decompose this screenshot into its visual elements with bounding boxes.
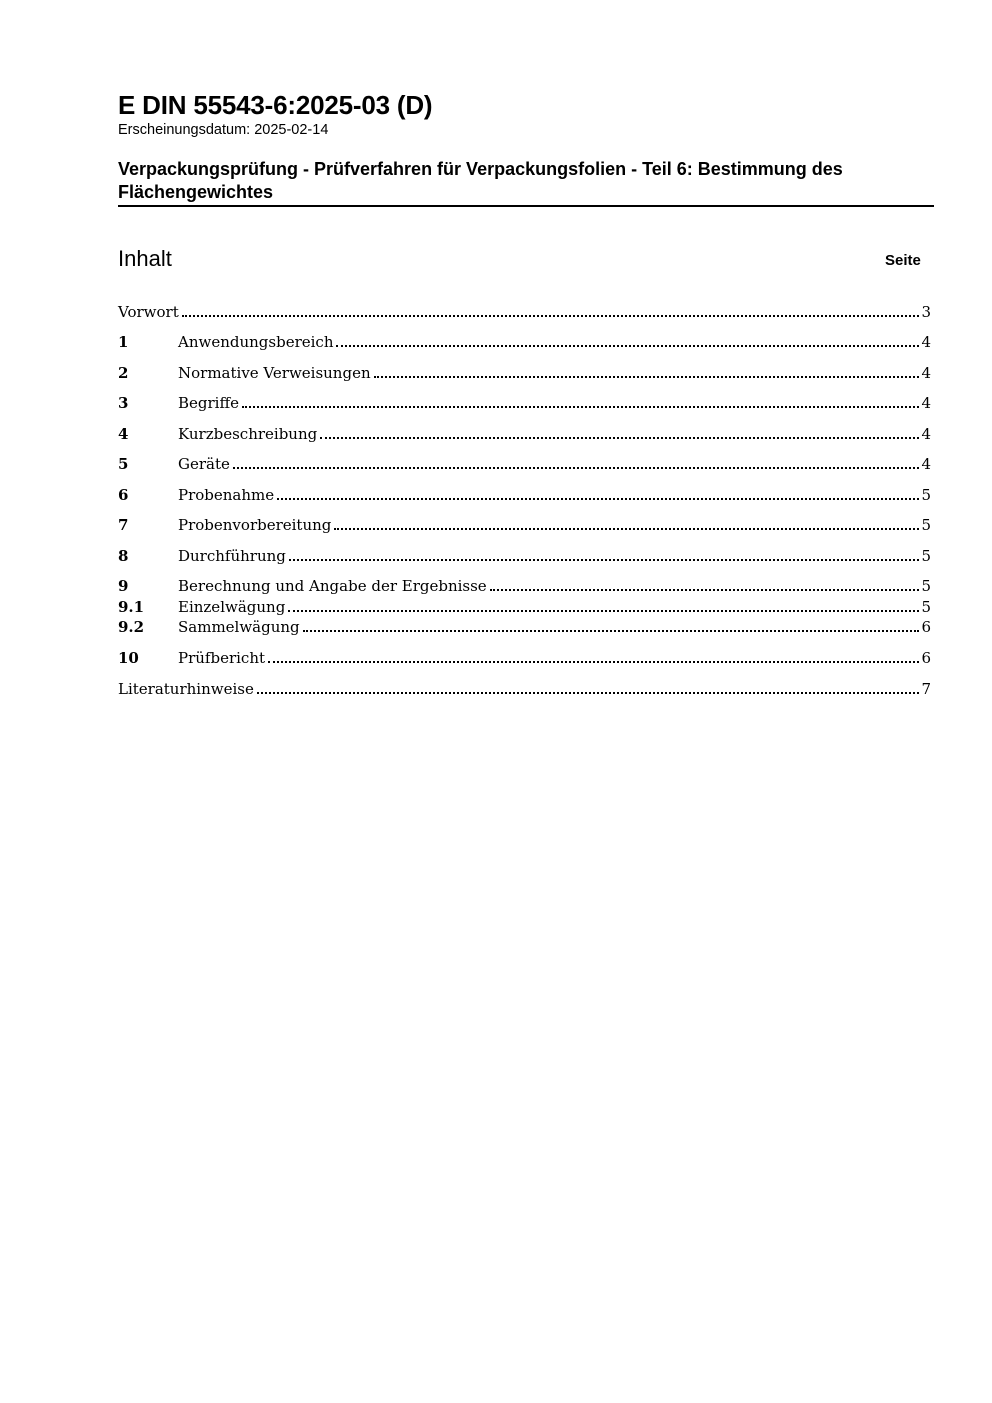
toc-entry-number: 5 — [118, 455, 129, 473]
toc-entry-10[interactable] — [118, 648, 931, 668]
toc-entry-number: 9 — [118, 577, 129, 595]
toc-entry-number: 4 — [118, 425, 129, 443]
toc-entry-number: 2 — [118, 364, 129, 382]
toc-entry-7[interactable] — [118, 515, 931, 535]
toc-entry-label: Begriffe — [178, 394, 240, 412]
toc-entry-8[interactable] — [118, 546, 931, 566]
toc-entry-page: 4 — [921, 364, 931, 382]
toc-entry-number: 8 — [118, 547, 129, 565]
toc-entry-number: 9.2 — [118, 618, 145, 636]
toc-dot-leader — [233, 467, 920, 469]
toc-heading: Inhalt — [118, 246, 172, 271]
toc-entry-page: 3 — [921, 303, 931, 321]
toc-entry-1[interactable] — [118, 332, 931, 352]
toc-entry-number: 6 — [118, 486, 129, 504]
toc-entry-page: 6 — [921, 649, 931, 667]
toc-entry-page: 5 — [921, 486, 931, 504]
toc-entry-label: Durchführung — [178, 547, 286, 565]
toc-entry-3[interactable] — [118, 393, 931, 413]
toc-entry-4[interactable] — [118, 424, 931, 444]
toc-dot-leader — [242, 406, 919, 408]
toc-dot-leader — [268, 661, 919, 663]
toc-entry-9[interactable] — [118, 576, 931, 596]
toc-dot-leader — [374, 376, 920, 378]
toc-dot-leader — [257, 692, 920, 694]
toc-entry-label: Normative Verweisungen — [178, 364, 371, 382]
publication-date: Erscheinungsdatum: 2025-02-14 — [118, 122, 329, 138]
toc-entry-label: Probenvorbereitung — [178, 516, 332, 534]
toc-entry-page: 4 — [921, 455, 931, 473]
toc-entry-label: Einzelwägung — [178, 598, 286, 616]
toc-entry-label: Literaturhinweise — [118, 680, 254, 698]
toc-dot-leader — [320, 437, 919, 439]
toc-dot-leader — [303, 630, 920, 632]
toc-entry-label: Probenahme — [178, 486, 275, 504]
toc-entry-label: Sammelwägung — [178, 618, 300, 636]
toc-entry-page: 5 — [921, 577, 931, 595]
toc-entry-label: Prüfbericht — [178, 649, 266, 667]
toc-entry-label: Kurzbeschreibung — [178, 425, 318, 443]
toc-entry-label: Vorwort — [118, 303, 179, 321]
toc-entry-literaturhinweise[interactable] — [118, 679, 931, 699]
toc-entry-vorwort[interactable] — [118, 302, 931, 322]
toc-entry-page: 5 — [921, 598, 931, 616]
toc-entry-number: 10 — [118, 649, 139, 667]
toc-entry-page: 4 — [921, 333, 931, 351]
toc-entry-page: 5 — [921, 516, 931, 534]
title-divider — [118, 205, 934, 207]
toc-entry-page: 6 — [921, 618, 931, 636]
toc-entry-label: Geräte — [178, 455, 230, 473]
toc-entry-number: 3 — [118, 394, 129, 412]
toc-entry-page: 4 — [921, 394, 931, 412]
toc-entry-2[interactable] — [118, 363, 931, 383]
document-id: E DIN 55543-6:2025-03 (D) — [118, 90, 433, 120]
toc-dot-leader — [289, 559, 920, 561]
page-column-label: Seite — [885, 252, 921, 269]
toc-dot-leader — [336, 345, 919, 347]
toc-entry-number: 9.1 — [118, 598, 145, 616]
toc-dot-leader — [490, 589, 920, 591]
toc-entry-5[interactable] — [118, 454, 931, 474]
toc-entry-page: 4 — [921, 425, 931, 443]
toc-entry-page: 7 — [921, 680, 931, 698]
toc-dot-leader — [288, 610, 919, 612]
toc-entry-9-2[interactable] — [118, 617, 931, 637]
document-title: Verpackungsprüfung - Prüfverfahren für Verpackungsfolien - Teil 6: Bestimmung des Flächengewichtes — [118, 159, 843, 202]
toc-entry-number: 7 — [118, 516, 129, 534]
toc-entry-label: Berechnung und Angabe der Ergebnisse — [178, 577, 487, 595]
toc-entry-number: 1 — [118, 333, 129, 351]
toc-entry-9-1[interactable] — [118, 597, 931, 617]
toc-dot-leader — [277, 498, 919, 500]
toc-entry-page: 5 — [921, 547, 931, 565]
toc-entry-6[interactable] — [118, 485, 931, 505]
toc-dot-leader — [182, 315, 920, 317]
toc-entry-label: Anwendungsbereich — [178, 333, 334, 351]
toc-dot-leader — [334, 528, 919, 530]
